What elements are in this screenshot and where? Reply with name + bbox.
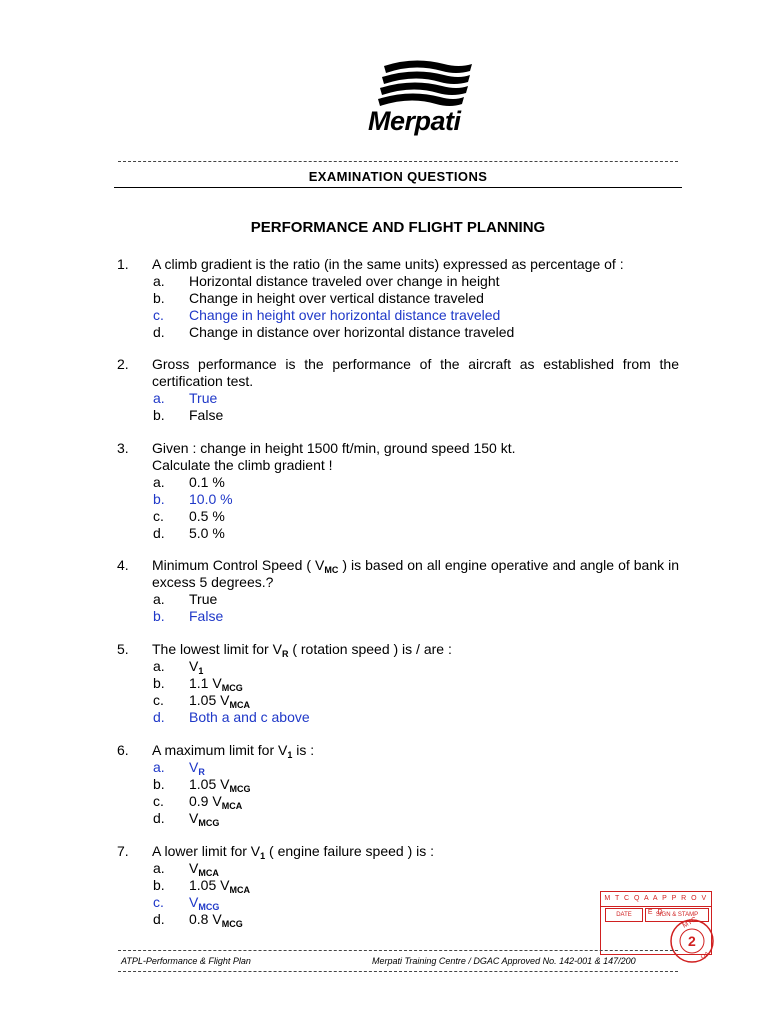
text-part: 1.05 V <box>189 692 230 708</box>
wave-logo-icon <box>374 60 474 108</box>
subscript: 1 <box>260 851 266 861</box>
option-c-correct <box>117 307 679 324</box>
question-text <box>152 641 679 658</box>
option-a <box>117 658 679 675</box>
question-number: 6. <box>117 742 129 758</box>
question-number: 7. <box>117 843 129 859</box>
text-part: A lower limit for V <box>152 843 261 859</box>
option-text <box>189 860 219 877</box>
subscript: R <box>281 649 289 659</box>
question-1 <box>117 256 679 341</box>
seal-bottom-text: QA <box>700 951 711 961</box>
option-text <box>189 759 205 776</box>
text-part: The lowest limit for V <box>152 641 282 657</box>
subscript: MCA <box>229 885 250 895</box>
option-text: Both a and c above <box>189 709 310 725</box>
option-letter: c. <box>153 793 164 809</box>
option-letter: b. <box>153 675 165 691</box>
option-b-correct <box>117 608 679 625</box>
question-number: 1. <box>117 256 129 272</box>
text-part: 1.05 V <box>189 776 230 792</box>
text-part: V <box>189 810 199 826</box>
option-text <box>189 877 250 894</box>
subscript: MCA <box>221 801 243 811</box>
question-number: 4. <box>117 557 129 573</box>
option-text <box>189 675 243 692</box>
option-text <box>189 692 250 709</box>
footer-dotted-rule-bottom <box>118 971 678 972</box>
question-text-line2: Calculate the climb gradient ! <box>152 457 333 473</box>
option-letter: b. <box>153 290 165 306</box>
option-d <box>117 810 679 827</box>
question-6 <box>117 742 679 827</box>
option-letter: a. <box>153 759 165 775</box>
footer-dotted-rule-top <box>118 950 678 951</box>
option-text: 0.5 % <box>189 508 225 524</box>
option-c-correct <box>117 894 679 911</box>
text-part: V <box>189 759 199 775</box>
subscript: MCG <box>221 683 243 693</box>
text-part: 0.9 V <box>189 793 222 809</box>
question-5 <box>117 641 679 726</box>
text-part: 1.1 V <box>189 675 222 691</box>
option-text: 10.0 % <box>189 491 233 507</box>
text-part: is : <box>292 742 315 758</box>
option-text: Horizontal distance traveled over change in height <box>189 273 500 289</box>
option-text <box>189 776 250 793</box>
question-4 <box>117 557 679 625</box>
text-part: A maximum limit for V <box>152 742 288 758</box>
option-letter: a. <box>153 390 165 406</box>
option-c <box>117 692 679 709</box>
option-d <box>117 911 679 928</box>
subscript: MCG <box>229 784 251 794</box>
option-text: Change in height over vertical distance traveled <box>189 290 484 306</box>
text-part: ( rotation speed ) is / are : <box>288 641 452 657</box>
question-number: 2. <box>117 356 129 372</box>
option-letter: a. <box>153 591 165 607</box>
subscript: MCA <box>229 700 250 710</box>
question-number: 3. <box>117 440 129 456</box>
option-text: Change in height over horizontal distance traveled <box>189 307 501 323</box>
option-b <box>117 776 679 793</box>
option-c <box>117 508 679 525</box>
text-part: Minimum Control Speed ( V <box>152 557 325 573</box>
subscript: 1 <box>198 666 204 676</box>
seal-text: MTC <box>681 916 699 930</box>
option-b <box>117 877 679 894</box>
round-seal-icon <box>664 915 720 963</box>
option-text: Change in distance over horizontal distance traveled <box>189 324 515 340</box>
section-title: PERFORMANCE AND FLIGHT PLANNING <box>250 219 546 236</box>
question-text <box>152 557 679 591</box>
footer-right: Merpati Training Centre / DGAC Approved No. 142-001 & 147/200 <box>372 956 636 966</box>
header-solid-rule <box>114 187 682 188</box>
option-letter: c. <box>153 692 164 708</box>
option-text: 0.1 % <box>189 474 225 490</box>
option-letter: d. <box>153 911 165 927</box>
question-text: A climb gradient is the ratio (in the same units) expressed as percentage of : <box>152 256 624 272</box>
option-a <box>117 273 679 290</box>
header-dotted-rule <box>118 161 678 162</box>
option-a-correct <box>117 390 679 407</box>
option-b <box>117 407 679 424</box>
question-7 <box>117 843 679 928</box>
option-b <box>117 675 679 692</box>
option-text <box>189 793 242 810</box>
option-b <box>117 290 679 307</box>
text-part: V <box>189 894 199 910</box>
option-letter: b. <box>153 407 165 423</box>
question-text <box>152 843 679 860</box>
option-c <box>117 793 679 810</box>
text-part: ( engine failure speed ) is : <box>265 843 435 859</box>
option-text: True <box>189 591 218 607</box>
subscript: MCG <box>198 818 220 828</box>
option-d-correct <box>117 709 679 726</box>
option-letter: d. <box>153 709 165 725</box>
question-number: 5. <box>117 641 129 657</box>
text-part: 0.8 V <box>189 911 222 927</box>
option-text <box>189 658 203 675</box>
option-a-correct <box>117 759 679 776</box>
merpati-logo <box>368 60 480 138</box>
option-letter: d. <box>153 324 165 340</box>
option-letter: c. <box>153 508 164 524</box>
option-text: False <box>189 407 224 423</box>
subscript: MC <box>324 565 339 575</box>
option-letter: c. <box>153 307 164 323</box>
question-text <box>152 742 679 759</box>
question-text: Given : change in height 1500 ft/min, ground speed 150 kt. <box>152 440 516 456</box>
option-letter: b. <box>153 608 165 624</box>
option-letter: a. <box>153 658 165 674</box>
option-letter: b. <box>153 877 165 893</box>
option-letter: d. <box>153 810 165 826</box>
option-text <box>189 810 219 827</box>
logo-wordmark: Merpati <box>368 106 461 136</box>
option-text: 5.0 % <box>189 525 225 541</box>
option-letter: b. <box>153 491 165 507</box>
option-text <box>189 894 219 911</box>
text-part: V <box>189 860 199 876</box>
question-3 <box>117 440 679 542</box>
seal-number: 2 <box>688 933 696 949</box>
option-letter: b. <box>153 776 165 792</box>
option-a <box>117 591 679 608</box>
subscript: MCA <box>198 868 219 878</box>
option-letter: a. <box>153 860 165 876</box>
subscript: MCG <box>198 902 220 912</box>
text-part: ) is based on all engine operative and angle of bank in excess 5 degrees.? <box>152 557 679 590</box>
option-d <box>117 324 679 341</box>
qa-approval-stamp <box>600 891 712 961</box>
option-b-correct <box>117 491 679 508</box>
question-text: Gross performance is the performance of the aircraft as established from the certification test. <box>152 356 679 389</box>
stamp-title: M T C Q A A P P R O V E D <box>601 892 711 907</box>
option-letter: a. <box>153 273 165 289</box>
option-letter: d. <box>153 525 165 541</box>
option-text <box>189 911 243 928</box>
option-a <box>117 474 679 491</box>
option-d <box>117 525 679 542</box>
question-2 <box>117 356 679 424</box>
text-part: V <box>189 658 199 674</box>
option-a <box>117 860 679 877</box>
text-part: 1.05 V <box>189 877 230 893</box>
option-text: True <box>189 390 218 406</box>
option-letter: a. <box>153 474 165 490</box>
subscript: MCG <box>221 919 243 929</box>
stamp-sign-label: SIGN & STAMP <box>645 908 709 922</box>
footer-left: ATPL-Performance & Flight Plan <box>121 956 251 966</box>
exam-header: EXAMINATION QUESTIONS <box>308 169 488 184</box>
subscript: 1 <box>287 750 293 760</box>
option-letter: c. <box>153 894 164 910</box>
stamp-date-label: DATE <box>605 908 643 922</box>
option-text: False <box>189 608 224 624</box>
subscript: R <box>198 767 205 777</box>
